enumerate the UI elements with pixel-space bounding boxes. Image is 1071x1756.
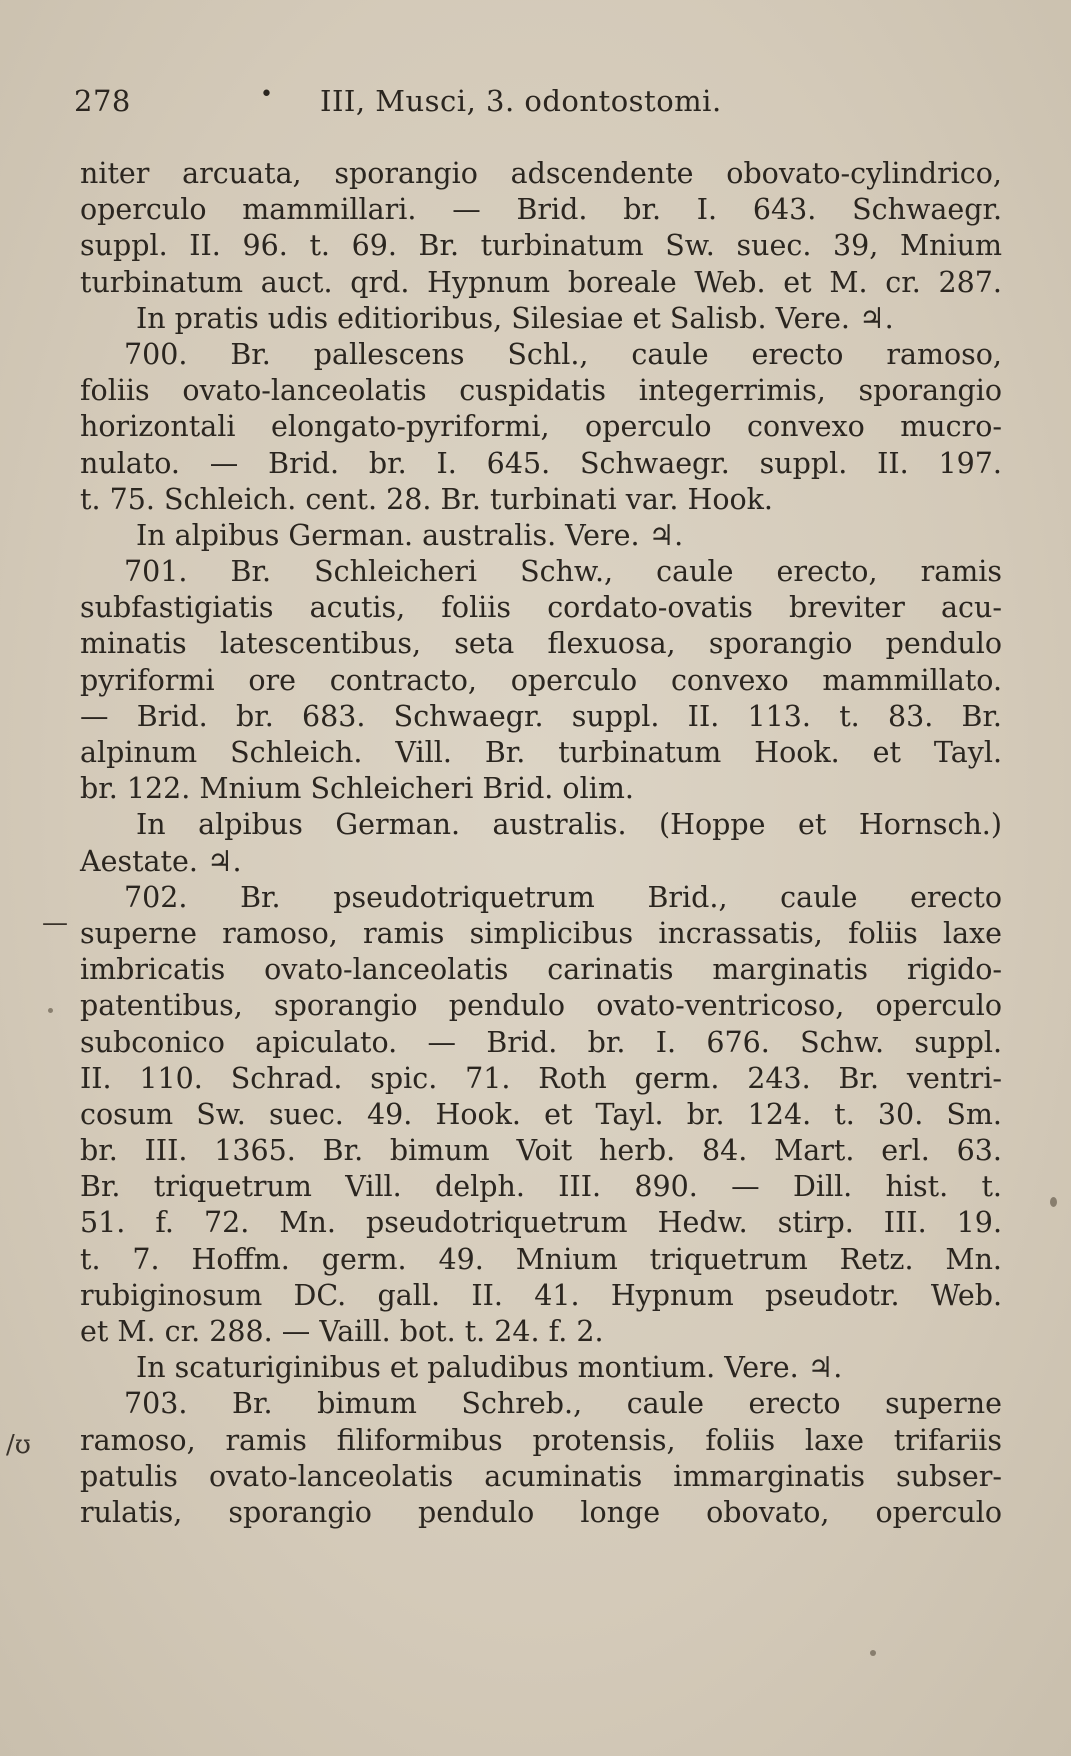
text-line: Br. triquetrum Vill. delph. III. 890. — Dill. hist. t. — [80, 1170, 1002, 1204]
text-line: imbricatis ovato-lanceolatis carinatis marginatis rigido- — [80, 953, 1002, 987]
species-heading-701: 701. Br. Schleicheri Schw., caule erecto, ramis — [124, 555, 1002, 589]
text-line: t. 7. Hoffm. germ. 49. Mnium triquetrum Retz. Mn. — [80, 1242, 1002, 1276]
text-line: br. III. 1365. Br. bimum Voit herb. 84. Mart. erl. 63. — [80, 1134, 1002, 1168]
ink-spot — [48, 1008, 53, 1013]
header-bullet: • — [260, 82, 274, 107]
text-line: rubiginosum DC. gall. II. 41. Hypnum pseudotr. Web. — [80, 1278, 1002, 1312]
page-number: 278 — [74, 84, 131, 118]
text-line: horizontali elongato-pyriformi, operculo convexo mucro- — [80, 410, 1002, 444]
margin-dash-mark: — — [42, 908, 68, 938]
text-line: patentibus, sporangio pendulo ovato-ventricoso, operculo — [80, 989, 1002, 1023]
text-line: Aestate. ♃. — [80, 844, 242, 878]
habitat-line: In scaturiginibus et paludibus montium. Vere. ♃. — [136, 1351, 843, 1385]
text-line: nulato. — Brid. br. I. 645. Schwaegr. suppl. II. 197. — [80, 446, 1002, 480]
text-line: niter arcuata, sporangio adscendente obovato-cylindrico, — [80, 157, 1002, 190]
text-line: ramoso, ramis filiformibus protensis, foliis laxe trifariis — [80, 1423, 1002, 1457]
text-line: superne ramoso, ramis simplicibus incrassatis, foliis laxe — [80, 916, 1002, 950]
margin-handwritten-mark: /ʊ — [6, 1430, 31, 1460]
text-line: — Brid. br. 683. Schwaegr. suppl. II. 113. t. 83. Br. — [80, 699, 1002, 733]
text-line: foliis ovato-lanceolatis cuspidatis integerrimis, sporangio — [80, 374, 1002, 408]
running-title: III, Musci, 3. odontostomi. — [320, 84, 722, 118]
habitat-line: In pratis udis editioribus, Silesiae et Salisb. Vere. ♃. — [136, 301, 894, 335]
habitat-line: In alpibus German. australis. (Hoppe et Hornsch.) — [136, 808, 1002, 842]
ink-spot — [1050, 1197, 1057, 1207]
text-line: br. 122. Mnium Schleicheri Brid. olim. — [80, 772, 634, 806]
text-line: et M. cr. 288. — Vaill. bot. t. 24. f. 2. — [80, 1315, 604, 1348]
species-heading-703: 703. Br. bimum Schreb., caule erecto superne — [124, 1387, 1002, 1421]
text-line: alpinum Schleich. Vill. Br. turbinatum Hook. et Tayl. — [80, 736, 1002, 769]
text-line: II. 110. Schrad. spic. 71. Roth germ. 243. Br. ventri- — [80, 1061, 1002, 1095]
habitat-line: In alpibus German. australis. Vere. ♃. — [136, 518, 684, 552]
text-line: subfastigiatis acutis, foliis cordato-ovatis breviter acu- — [80, 591, 1002, 625]
species-heading-702: 702. Br. pseudotriquetrum Brid., caule erecto — [124, 880, 1002, 914]
text-line: subconico apiculato. — Brid. br. I. 676. Schw. suppl. — [80, 1025, 1002, 1059]
species-heading-700: 700. Br. pallescens Schl., caule erecto ramoso, — [124, 337, 1002, 371]
text-line: rulatis, sporangio pendulo longe obovato, operculo — [80, 1495, 1002, 1529]
text-line: cosum Sw. suec. 49. Hook. et Tayl. br. 124. t. 30. Sm. — [80, 1097, 1002, 1131]
running-header — [70, 84, 790, 128]
text-line: pyriformi ore contracto, operculo convexo mammillato. — [80, 663, 1002, 697]
text-line: minatis latescentibus, seta flexuosa, sporangio pendulo — [80, 627, 1002, 661]
ink-spot — [870, 1650, 876, 1656]
text-body — [80, 156, 1002, 1531]
text-line: t. 75. Schleich. cent. 28. Br. turbinati var. Hook. — [80, 482, 773, 516]
text-line: operculo mammillari. — Brid. br. I. 643. Schwaegr. — [80, 193, 1002, 227]
text-line: 51. f. 72. Mn. pseudotriquetrum Hedw. stirp. III. 19. — [80, 1206, 1002, 1240]
text-line: patulis ovato-lanceolatis acuminatis immarginatis subser- — [80, 1459, 1002, 1493]
text-line: suppl. II. 96. t. 69. Br. turbinatum Sw. suec. 39, Mnium — [80, 229, 1002, 263]
text-line: turbinatum auct. qrd. Hypnum boreale Web. et M. cr. 287. — [80, 265, 1002, 299]
